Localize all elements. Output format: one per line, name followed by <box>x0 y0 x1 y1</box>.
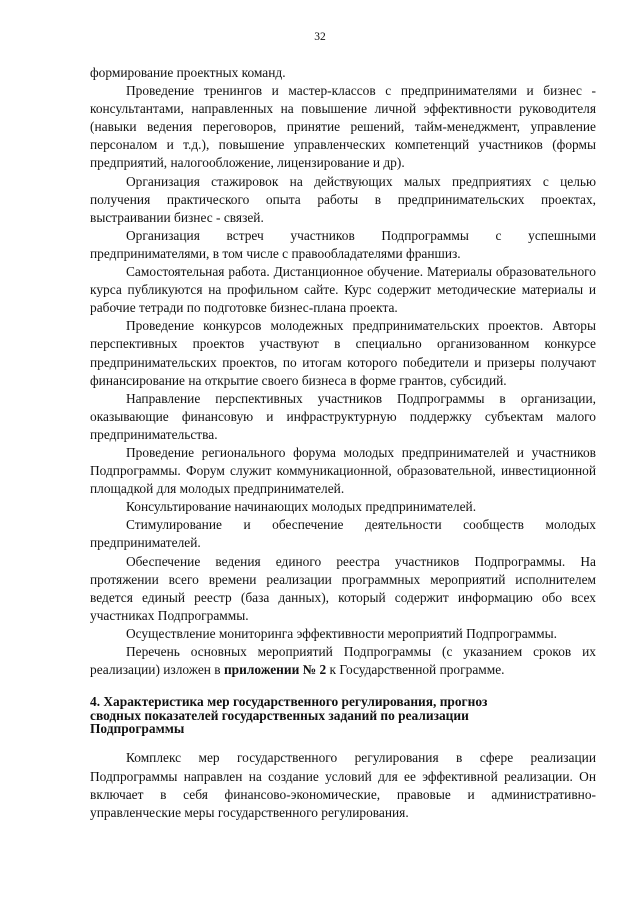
list-reference-before: Перечень основных мероприятий Подпрограммы (с указанием сроков их реализации) изложен в <box>90 644 596 678</box>
paragraph-list-reference <box>90 643 596 679</box>
appendix-reference: приложении № 2 <box>223 662 327 678</box>
paragraph-7: Направление перспективных участников Подпрограммы в организации, оказывающие финансовую и инфраструктурную поддержку субъектам малого предпринимательства. <box>90 390 596 442</box>
paragraph-8: Проведение регионального форума молодых предпринимателей и участников Подпрограммы. Форум служит коммуникационной, образовательной, инвестиционной площадкой для молодых предпринимателей. <box>90 444 596 497</box>
paragraph-1: формирование проектных команд. <box>90 65 286 80</box>
section-heading-line-3: Подпрограммы <box>90 721 185 736</box>
paragraph-6: Проведение конкурсов молодежных предпринимательских проектов. Авторы перспективных проектов участвуют в специально организованном конкурсе предпринимательских проектов, по итогам которого победители и призеры получают финансирование на открытие своего бизнеса в форме грантов, субсидий. <box>90 318 596 388</box>
page-number: 32 <box>314 31 326 43</box>
paragraph-11: Обеспечение ведения единого реестра участников Подпрограммы. На протяжении всего времени реализации программных мероприятий исполнителем ведется единый реестр (база данных), который содержит информацию обо всех участниках Подпрограммы. <box>90 553 596 623</box>
section-body: Комплекс мер государственного регулирования в сфере реализации Подпрограммы направлен на создание условий для ее эффективной реализации. Он включает в себя финансово-экономические, правовые и административно-управленческие меры государственного регулирования. <box>90 750 596 820</box>
document-body <box>90 64 596 822</box>
paragraph-3: Организация стажировок на действующих малых предприятиях с целью получения практического опыта работы в предпринимательских проектах, выстраивании бизнес - связей. <box>90 173 596 225</box>
paragraph-10: Стимулирование и обеспечение деятельности сообществ молодых предпринимателей. <box>90 517 596 551</box>
section-heading-line-2: сводных показателей государственных заданий по реализации <box>90 707 469 723</box>
paragraph-4: Организация встреч участников Подпрограммы с успешными предпринимателями, в том числе с правообладателями франшиз. <box>90 227 596 261</box>
paragraph-5: Самостоятельная работа. Дистанционное обучение. Материалы образовательного курса публикуются на профильном сайте. Курс содержит методические материалы и рабочие тетради по подготовке бизнес-плана проекта. <box>90 264 596 316</box>
list-reference-after: к Государственной программе. <box>326 662 505 678</box>
paragraph-12: Осуществление мониторинга эффективности мероприятий Подпрограммы. <box>126 625 557 641</box>
paragraph-2: Проведение тренингов и мастер-классов с предпринимателями и бизнес - консультантами, направленных на повышение личной эффективности руководителя (навыки ведения переговоров, принятие решений, тайм-менеджмент, управление персоналом и т.д.), повышение управленческих компетенций участников (формы предприятий, налогообложение, лицензирование и др). <box>90 83 596 171</box>
paragraph-9: Консультирование начинающих молодых предпринимателей. <box>126 499 477 515</box>
section-heading-line-1: 4. Характеристика мер государственного регулирования, прогноз <box>90 694 488 710</box>
section-heading <box>90 695 596 735</box>
